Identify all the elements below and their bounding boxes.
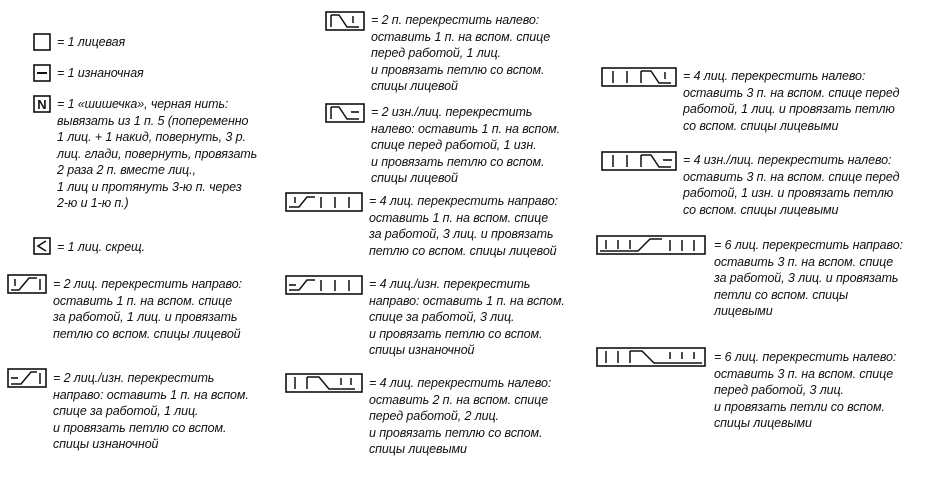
legend-text: = 1 изнаночная — [57, 66, 144, 80]
cross-2-right-icon — [7, 274, 47, 294]
svg-text:N: N — [37, 97, 47, 112]
legend-item-cross-6-right — [596, 235, 921, 325]
legend-item-cross-2-right-purl — [7, 368, 277, 458]
knit-square-icon — [33, 33, 51, 51]
cross-6-left-icon — [596, 347, 706, 367]
legend-text: = 4 лиц. перекрестить направо: оставить 1 п. на вспом. спице за работой, 3 лиц. и провязать петлю со вспом. спицы лицевой — [369, 194, 558, 258]
cross-4-right-purl-icon — [285, 275, 363, 295]
legend-item-cross-6-left — [596, 347, 921, 437]
legend-text: = 6 лиц. перекрестить направо: оставить 3 п. на вспом. спице за работой, 3 лиц. и провязать петли со вспом. спицы лицевыми — [714, 238, 903, 318]
purl-dash-icon — [33, 64, 51, 82]
legend-item-knit — [33, 33, 263, 55]
legend-item-cross-4-right-purl — [285, 275, 585, 365]
legend-item-cross-2-left — [325, 11, 585, 97]
bobble-n-icon — [33, 95, 51, 113]
legend-item-cross-4-right — [285, 192, 585, 264]
legend-item-twisted — [33, 237, 233, 259]
legend-text: = 2 изн./лиц. перекрестить налево: оставить 1 п. на вспом. спице перед работой, 1 изн. и провязать петлю со вспом. спицы лицевой — [371, 105, 561, 185]
legend-text: = 2 лиц. перекрестить направо: оставить 1 п. на вспом. спице за работой, 1 лиц. и провязать петлю со вспом. спицы лицевой — [53, 277, 242, 341]
legend-item-purl — [33, 64, 263, 86]
legend-item-cross-2-left-purl — [325, 103, 585, 189]
cross-4-right-icon — [285, 192, 363, 212]
legend-item-cross-4-left-2 — [285, 373, 585, 465]
legend-item-cross-4-left-3-purl — [601, 151, 921, 223]
cross-4-left-3-icon — [601, 67, 677, 87]
legend-text: = 4 изн./лиц. перекрестить налево: оставить 3 п. на вспом. спице перед работой, 1 изн. и провязать петлю со вспом. спицы лицевыми — [683, 153, 900, 217]
cross-2-right-purl-icon — [7, 368, 47, 388]
legend-text: = 1 «шишечка», черная нить: вывязать из 1 п. 5 (попеременно 1 лиц. + 1 накид, повернуть, 3 р. лиц. глади, повернуть, провязать 2 раза 2 п. вместе лиц., 1 лиц и протянуть 3-ю п. через 2-ю и 1-ю п.) — [57, 97, 258, 210]
cross-4-left-3-purl-icon — [601, 151, 677, 171]
cross-4-left-2-icon — [285, 373, 363, 393]
legend-text: = 2 лиц./изн. перекрестить направо: оставить 1 п. на вспом. спице за работой, 1 лиц. и провязать петлю со вспом. спицы изнаночной — [53, 371, 249, 451]
legend-item-cross-4-left-3 — [601, 67, 921, 139]
legend-text: = 1 лицевая — [57, 35, 126, 49]
legend-text: = 1 лиц. скрещ. — [57, 240, 145, 254]
legend-text: = 4 лиц. перекрестить налево: оставить 3 п. на вспом. спице перед работой, 1 лиц. и провязать петлю со вспом. спицы лицевыми — [683, 69, 900, 133]
cross-2-left-purl-icon — [325, 103, 365, 123]
legend-text: = 4 лиц. перекрестить налево: оставить 2 п. на вспом. спице перед работой, 2 лиц. и провязать петлю со вспом. спицы лицевыми — [369, 376, 552, 456]
cross-2-left-icon — [325, 11, 365, 31]
cross-6-right-icon — [596, 235, 706, 255]
legend-item-cross-2-right — [7, 274, 277, 346]
twisted-knit-icon — [33, 237, 51, 255]
legend-text: = 2 п. перекрестить налево: оставить 1 п. на вспом. спице перед работой, 1 лиц. и провязать петлю со вспом. спицы лицевой — [371, 13, 551, 93]
legend-item-bobble — [33, 95, 273, 217]
legend-text: = 4 лиц./изн. перекрестить направо: оставить 1 п. на вспом. спице за работой, 3 лиц. и провязать петлю со вспом. спицы изнаночной — [369, 277, 565, 357]
legend-text: = 6 лиц. перекрестить налево: оставить 3 п. на вспом. спице перед работой, 3 лиц. и провязать петли со вспом. спицы лицевыми — [714, 350, 897, 430]
